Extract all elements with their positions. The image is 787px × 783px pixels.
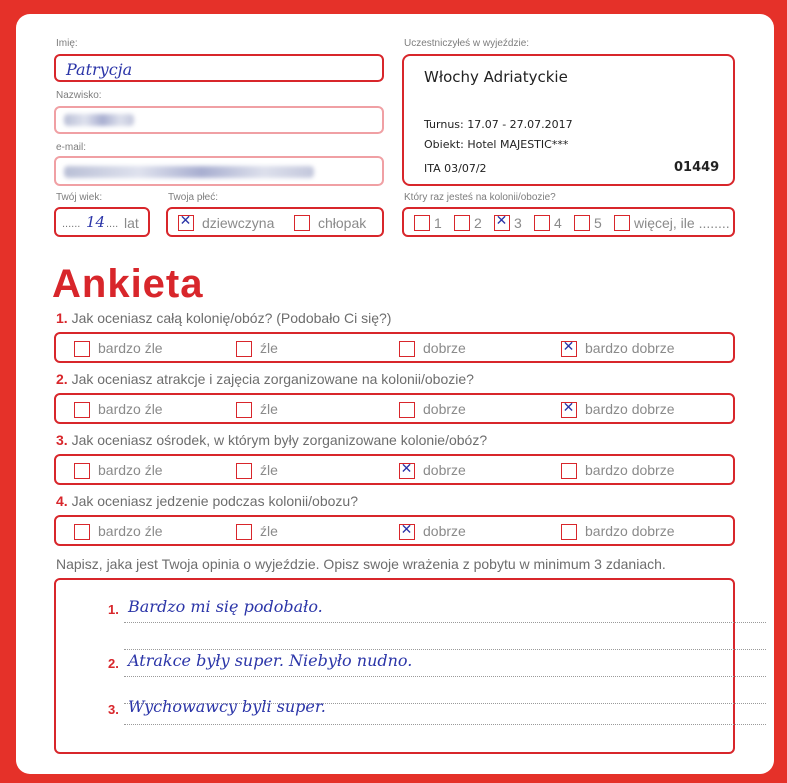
times-4-checkbox[interactable] — [534, 215, 550, 231]
check-mark-icon: ✕ — [495, 213, 508, 229]
opinion-line-text: Wychowawcy byli super. — [128, 697, 326, 716]
opinion-line-text: Bardzo mi się podobało. — [128, 597, 323, 616]
dotted-line — [124, 622, 766, 623]
answer-row — [54, 454, 735, 485]
times-more-label: więcej, ile ........ — [634, 215, 730, 231]
answer-label: dobrze — [423, 462, 466, 478]
redacted-email — [64, 166, 314, 178]
answer-checkbox[interactable] — [561, 341, 577, 357]
times-4-label: 4 — [554, 215, 562, 231]
question-number: 4. — [56, 493, 68, 509]
answer-checkbox[interactable] — [561, 524, 577, 540]
surname-label: Nazwisko: — [56, 90, 102, 101]
times-more-checkbox[interactable] — [614, 215, 630, 231]
gender-male-checkbox[interactable] — [294, 215, 310, 231]
email-label: e-mail: — [56, 142, 87, 153]
answer-checkbox[interactable] — [561, 463, 577, 479]
age-label: Twój wiek: — [56, 192, 103, 203]
check-mark-icon: ✕ — [562, 400, 575, 416]
answer-checkbox[interactable] — [236, 524, 252, 540]
question-label: Jak oceniasz atrakcje i zajęcia zorganizowane na kolonii/obozie? — [71, 371, 474, 387]
answer-checkbox[interactable] — [236, 402, 252, 418]
email-field[interactable] — [54, 156, 384, 186]
name-label: Imię: — [56, 38, 78, 49]
trip-label: Uczestniczyłeś w wyjeździe: — [404, 38, 530, 49]
answer-checkbox[interactable] — [561, 402, 577, 418]
answer-label: bardzo źle — [98, 401, 163, 417]
times-label: Który raz jesteś na kolonii/obozie? — [404, 192, 556, 203]
answer-checkbox[interactable] — [236, 463, 252, 479]
question-label: Jak oceniasz ośrodek, w którym były zorganizowane kolonie/obóz? — [71, 432, 488, 448]
answer-checkbox[interactable] — [74, 341, 90, 357]
answer-label: bardzo dobrze — [585, 523, 675, 539]
age-dots-before: ...... — [62, 218, 81, 230]
check-mark-icon: ✕ — [179, 213, 192, 229]
age-unit: lat — [124, 215, 139, 231]
survey-title: Ankieta — [52, 262, 204, 306]
times-5-checkbox[interactable] — [574, 215, 590, 231]
opinion-prompt: Napisz, jaka jest Twoja opinia o wyjeździe. Opisz swoje wrażenia z pobytu w minimum 3 zdaniach. — [56, 556, 666, 572]
dotted-line — [124, 649, 766, 650]
question-text — [56, 432, 487, 448]
answer-checkbox[interactable] — [399, 402, 415, 418]
opinion-line-number: 2. — [108, 656, 119, 671]
answer-label: źle — [260, 340, 278, 356]
answer-checkbox[interactable] — [74, 463, 90, 479]
answer-row — [54, 332, 735, 363]
answer-label: bardzo źle — [98, 462, 163, 478]
answer-label: bardzo źle — [98, 523, 163, 539]
answer-label: bardzo dobrze — [585, 401, 675, 417]
times-1-checkbox[interactable] — [414, 215, 430, 231]
answer-label: źle — [260, 523, 278, 539]
check-mark-icon: ✕ — [562, 339, 575, 355]
trip-obiekt: Obiekt: Hotel MAJESTIC*** — [424, 138, 569, 151]
answer-checkbox[interactable] — [74, 402, 90, 418]
opinion-box[interactable] — [54, 578, 735, 754]
answer-checkbox[interactable] — [399, 463, 415, 479]
answer-checkbox[interactable] — [399, 524, 415, 540]
gender-female-checkbox[interactable] — [178, 215, 194, 231]
question-text — [56, 493, 358, 509]
question-number: 2. — [56, 371, 68, 387]
answer-row — [54, 393, 735, 424]
times-2-label: 2 — [474, 215, 482, 231]
answer-label: bardzo źle — [98, 340, 163, 356]
question-number: 3. — [56, 432, 68, 448]
times-3-label: 3 — [514, 215, 522, 231]
answer-label: dobrze — [423, 523, 466, 539]
times-3-checkbox[interactable] — [494, 215, 510, 231]
answer-checkbox[interactable] — [399, 341, 415, 357]
gender-male-label: chłopak — [318, 215, 367, 231]
times-field — [402, 207, 735, 237]
answer-checkbox[interactable] — [236, 341, 252, 357]
times-2-checkbox[interactable] — [454, 215, 470, 231]
opinion-line-number: 3. — [108, 702, 119, 717]
age-field[interactable] — [54, 207, 150, 237]
answer-label: źle — [260, 462, 278, 478]
trip-turnus: Turnus: 17.07 - 27.07.2017 — [424, 118, 573, 131]
answer-label: bardzo dobrze — [585, 340, 675, 356]
age-dots-after: .... — [106, 218, 119, 230]
gender-female-label: dziewczyna — [202, 215, 275, 231]
gender-field — [166, 207, 384, 237]
gender-label: Twoja płeć: — [168, 192, 219, 203]
name-value: Patrycja — [66, 60, 133, 79]
question-text — [56, 310, 391, 326]
times-5-label: 5 — [594, 215, 602, 231]
question-text — [56, 371, 474, 387]
question-label: Jak oceniasz jedzenie podczas kolonii/obozu? — [71, 493, 358, 509]
redacted-surname — [64, 114, 134, 126]
dotted-line — [124, 676, 766, 677]
surname-field[interactable] — [54, 106, 384, 134]
check-mark-icon: ✕ — [400, 461, 413, 477]
question-number: 1. — [56, 310, 68, 326]
answer-label: dobrze — [423, 340, 466, 356]
answer-label: bardzo dobrze — [585, 462, 675, 478]
trip-code: ITA 03/07/2 — [424, 162, 487, 175]
dotted-line — [124, 724, 766, 725]
check-mark-icon: ✕ — [400, 522, 413, 538]
answer-label: źle — [260, 401, 278, 417]
age-value: 14 — [86, 213, 106, 231]
opinion-line-number: 1. — [108, 602, 119, 617]
trip-name: Włochy Adriatyckie — [424, 68, 568, 86]
survey-sheet — [16, 14, 774, 774]
times-1-label: 1 — [434, 215, 442, 231]
answer-label: dobrze — [423, 401, 466, 417]
answer-checkbox[interactable] — [74, 524, 90, 540]
question-label: Jak oceniasz całą kolonię/obóz? (Podobało Ci się?) — [71, 310, 392, 326]
trip-number: 01449 — [674, 160, 720, 175]
answer-row — [54, 515, 735, 546]
opinion-line-text: Atrakce były super. Niebyło nudno. — [128, 651, 413, 670]
trip-info-box — [402, 54, 735, 186]
name-field[interactable] — [54, 54, 384, 82]
